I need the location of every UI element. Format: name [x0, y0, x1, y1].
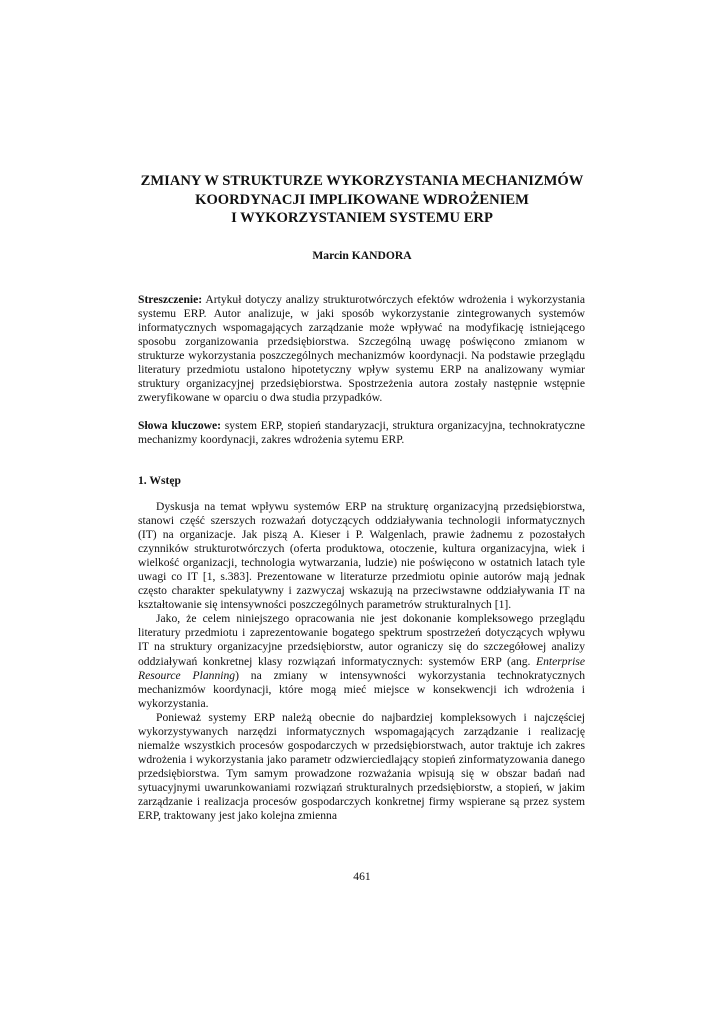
- paragraph-2-text-b: ) na zmiany w intensywności wykorzystania technokratycznych mechanizmów koordynacji, które mogą mieć miejsce w konsekwencji ich wdrożenia i wykorzystania.: [138, 668, 585, 710]
- paragraph-2-text-a: Jako, że celem niniejszego opracowania nie jest dokonanie kompleksowego przeglądu literatury przedmiotu i zaprezentowanie bogatego spektrum spostrzeżeń dotyczących wpływu IT na struktury organizacyjne przedsiębiorstw, autor ograniczy się do szczegółowej analizy oddziaływań konkretnej klasy rozwiązań informatycznych: systemów ERP (ang.: [138, 612, 585, 668]
- paragraph-2-italic-term: Enterprise Resource Planning: [138, 654, 585, 682]
- title-line-2: KOORDYNACJI IMPLIKOWANE WDROŻENIEM: [195, 191, 529, 208]
- author-name: Marcin KANDORA: [312, 249, 412, 262]
- keywords-text: system ERP, stopień standaryzacji, struktura organizacyjna, technokratyczne mechanizmy koordynacji, zakres wdrożenia sytemu ERP.: [138, 419, 585, 446]
- abstract-text: Artykuł dotyczy analizy strukturotwórczych efektów wdrożenia i wykorzystania systemu ERP. Autor analizuje, w jaki sposób wykorzystanie zintegrowanych systemów informatycznych wspomagających zarządzanie może wpływać na modyfikację istniejącego sposobu zorganizowania przedsiębiorstwa. Szczególną uwagę poświęcono zmianom w strukturze wykorzystania poszczególnych mechanizmów koordynacji. Na podstawie przeglądu literatury przedmiotu ustalono hipotetyczny wpływ systemu ERP na analizowany wymiar struktury organizacyjnej przedsiębiorstwa. Spostrzeżenia autora zostały następnie wstępnie zweryfikowane w oparciu o dwa studia przypadków.: [138, 293, 585, 404]
- paragraph-3: Ponieważ systemy ERP należą obecnie do najbardziej kompleksowych i najczęściej wykorzystywanych narzędzi informatycznych wspomagających zarządzanie i realizację niemalże wszystkich procesów gospodarczych w przedsiębiorstwach, autor traktuje ich zakres wdrożenia i wykorzystania jako parametr odzwierciedlający stopień zinformatyzowania danego przedsiębiorstwa. Tym samym prowadzone rozważania wpisują się w obszar badań nad sytuacyjnymi uwarunkowaniami rozwiązań strukturalnych przedsiębiorstw, a stopień, w jakim zarządzanie i realizacja procesów gospodarczych konkretnej firmy wspierane są przez system ERP, traktowany jest jako kolejna zmienna: [138, 710, 585, 823]
- paragraph-2: [138, 612, 585, 710]
- abstract: [138, 293, 585, 405]
- title-line-1: ZMIANY W STRUKTURZE WYKORZYSTANIA MECHANIZMÓW: [140, 173, 584, 189]
- section-body: [138, 500, 585, 823]
- page-number: 461: [353, 870, 371, 883]
- keywords-label: Słowa kluczowe:: [138, 419, 222, 432]
- section-heading: 1. Wstęp: [138, 474, 181, 487]
- paper-title: [80, 172, 644, 228]
- abstract-label: Streszczenie:: [138, 293, 203, 306]
- keywords: [138, 419, 585, 447]
- paragraph-1: Dyskusja na temat wpływu systemów ERP na strukturę organizacyjną przedsiębiorstwa, stanowi część szerszych rozważań dotyczących oddziaływania technologii informatycznych (IT) na organizacje. Jak piszą A. Kieser i P. Walgenlach, prawie żadnemu z pozostałych czynników strukturotwórczych (oferta produktowa, otoczenie, kultura organizacyjna, wiek i wielkość organizacji, technologia wytwarzania, ludzie) nie poświęcono w ostatnich latach tyle uwagi co IT [1, s.383]. Prezentowane w literaturze przedmiotu opinie autorów mają jednak często charakter spekulatywny i zazwyczaj wskazują na przeciwstawne oddziaływania IT na kształtowanie się intensywności poszczególnych parametrów strukturalnych [1].: [138, 500, 585, 612]
- title-line-3: I WYKORZYSTANIEM SYSTEMU ERP: [231, 210, 493, 226]
